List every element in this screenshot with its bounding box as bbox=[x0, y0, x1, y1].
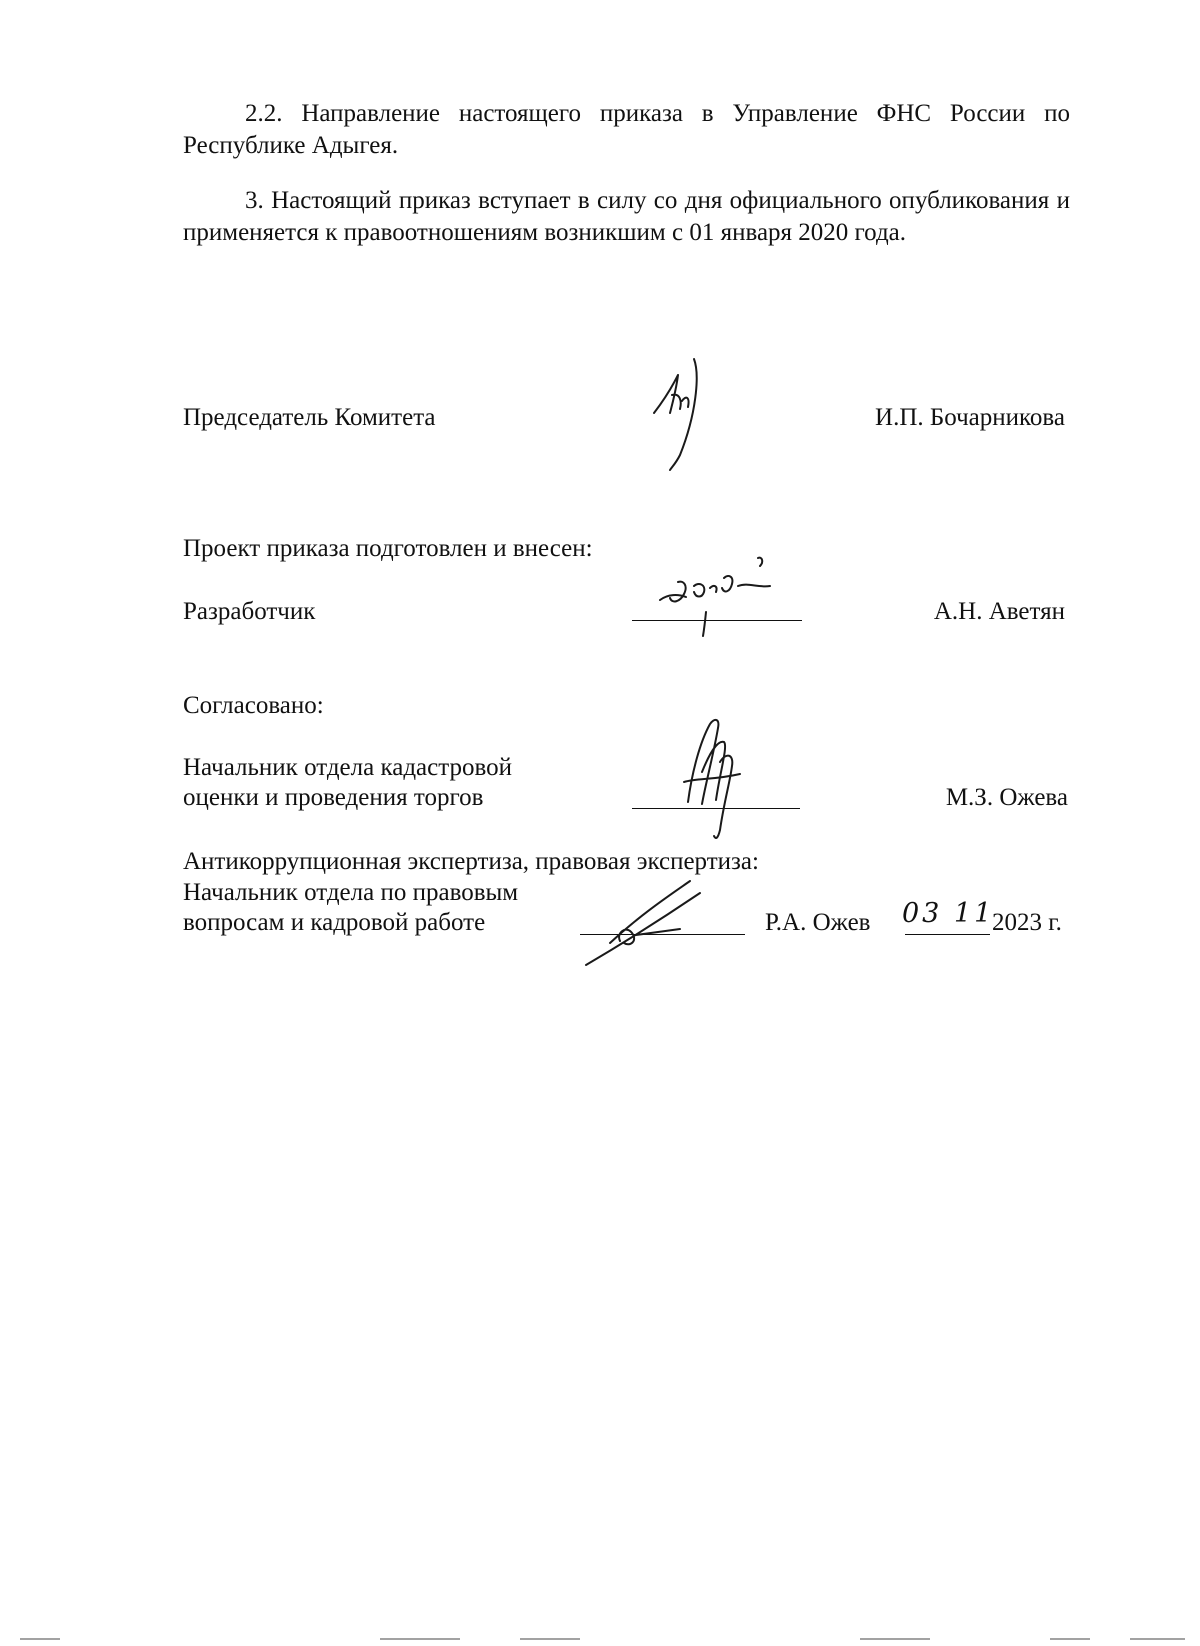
legal-head-date-line bbox=[905, 934, 990, 935]
developer-name: А.Н. Аветян bbox=[933, 598, 1065, 625]
prepared-label: Проект приказа подготовлен и внесен: bbox=[183, 535, 593, 562]
cadastral-head-position-line-1: Начальник отдела кадастровой bbox=[183, 754, 512, 781]
expertise-label: Антикоррупционная экспертиза, правовая экспертиза: bbox=[183, 848, 759, 875]
cadastral-head-position-line-2: оценки и проведения торгов bbox=[183, 784, 484, 811]
chairman-position: Председатель Комитета bbox=[183, 404, 436, 431]
chairman-signature bbox=[650, 355, 730, 475]
scan-artifact bbox=[1050, 1638, 1090, 1640]
legal-head-position-line-2: вопросам и кадровой работе bbox=[183, 909, 486, 936]
scan-artifact bbox=[520, 1638, 580, 1640]
developer-position: Разработчик bbox=[183, 598, 316, 625]
paragraph-3: 3. Настоящий приказ вступает в силу со дня официального опубликования и применяется к правоотношениям возникшим с 01 января 2020 года. bbox=[183, 187, 1070, 246]
chairman-name: И.П. Бочарникова bbox=[875, 404, 1065, 431]
legal-head-date-handwritten: 03 11 bbox=[902, 898, 995, 929]
scan-artifact bbox=[1130, 1638, 1185, 1640]
cadastral-head-name: М.З. Ожева bbox=[945, 784, 1068, 811]
legal-head-position-line-1: Начальник отдела по правовым bbox=[183, 879, 519, 906]
legal-head-name: Р.А. Ожев bbox=[765, 909, 871, 936]
scan-artifact bbox=[860, 1638, 930, 1640]
cadastral-head-signature bbox=[680, 712, 760, 842]
agreed-label: Согласовано: bbox=[183, 692, 324, 719]
scan-artifact bbox=[20, 1638, 60, 1640]
legal-head-signature bbox=[580, 875, 740, 975]
paragraph-2-2: 2.2. Направление настоящего приказа в Управление ФНС России по Республике Адыгея. bbox=[183, 100, 1070, 159]
legal-head-date-suffix: 2023 г. bbox=[992, 909, 1062, 936]
developer-signature bbox=[658, 552, 798, 637]
scan-artifact bbox=[380, 1638, 460, 1640]
